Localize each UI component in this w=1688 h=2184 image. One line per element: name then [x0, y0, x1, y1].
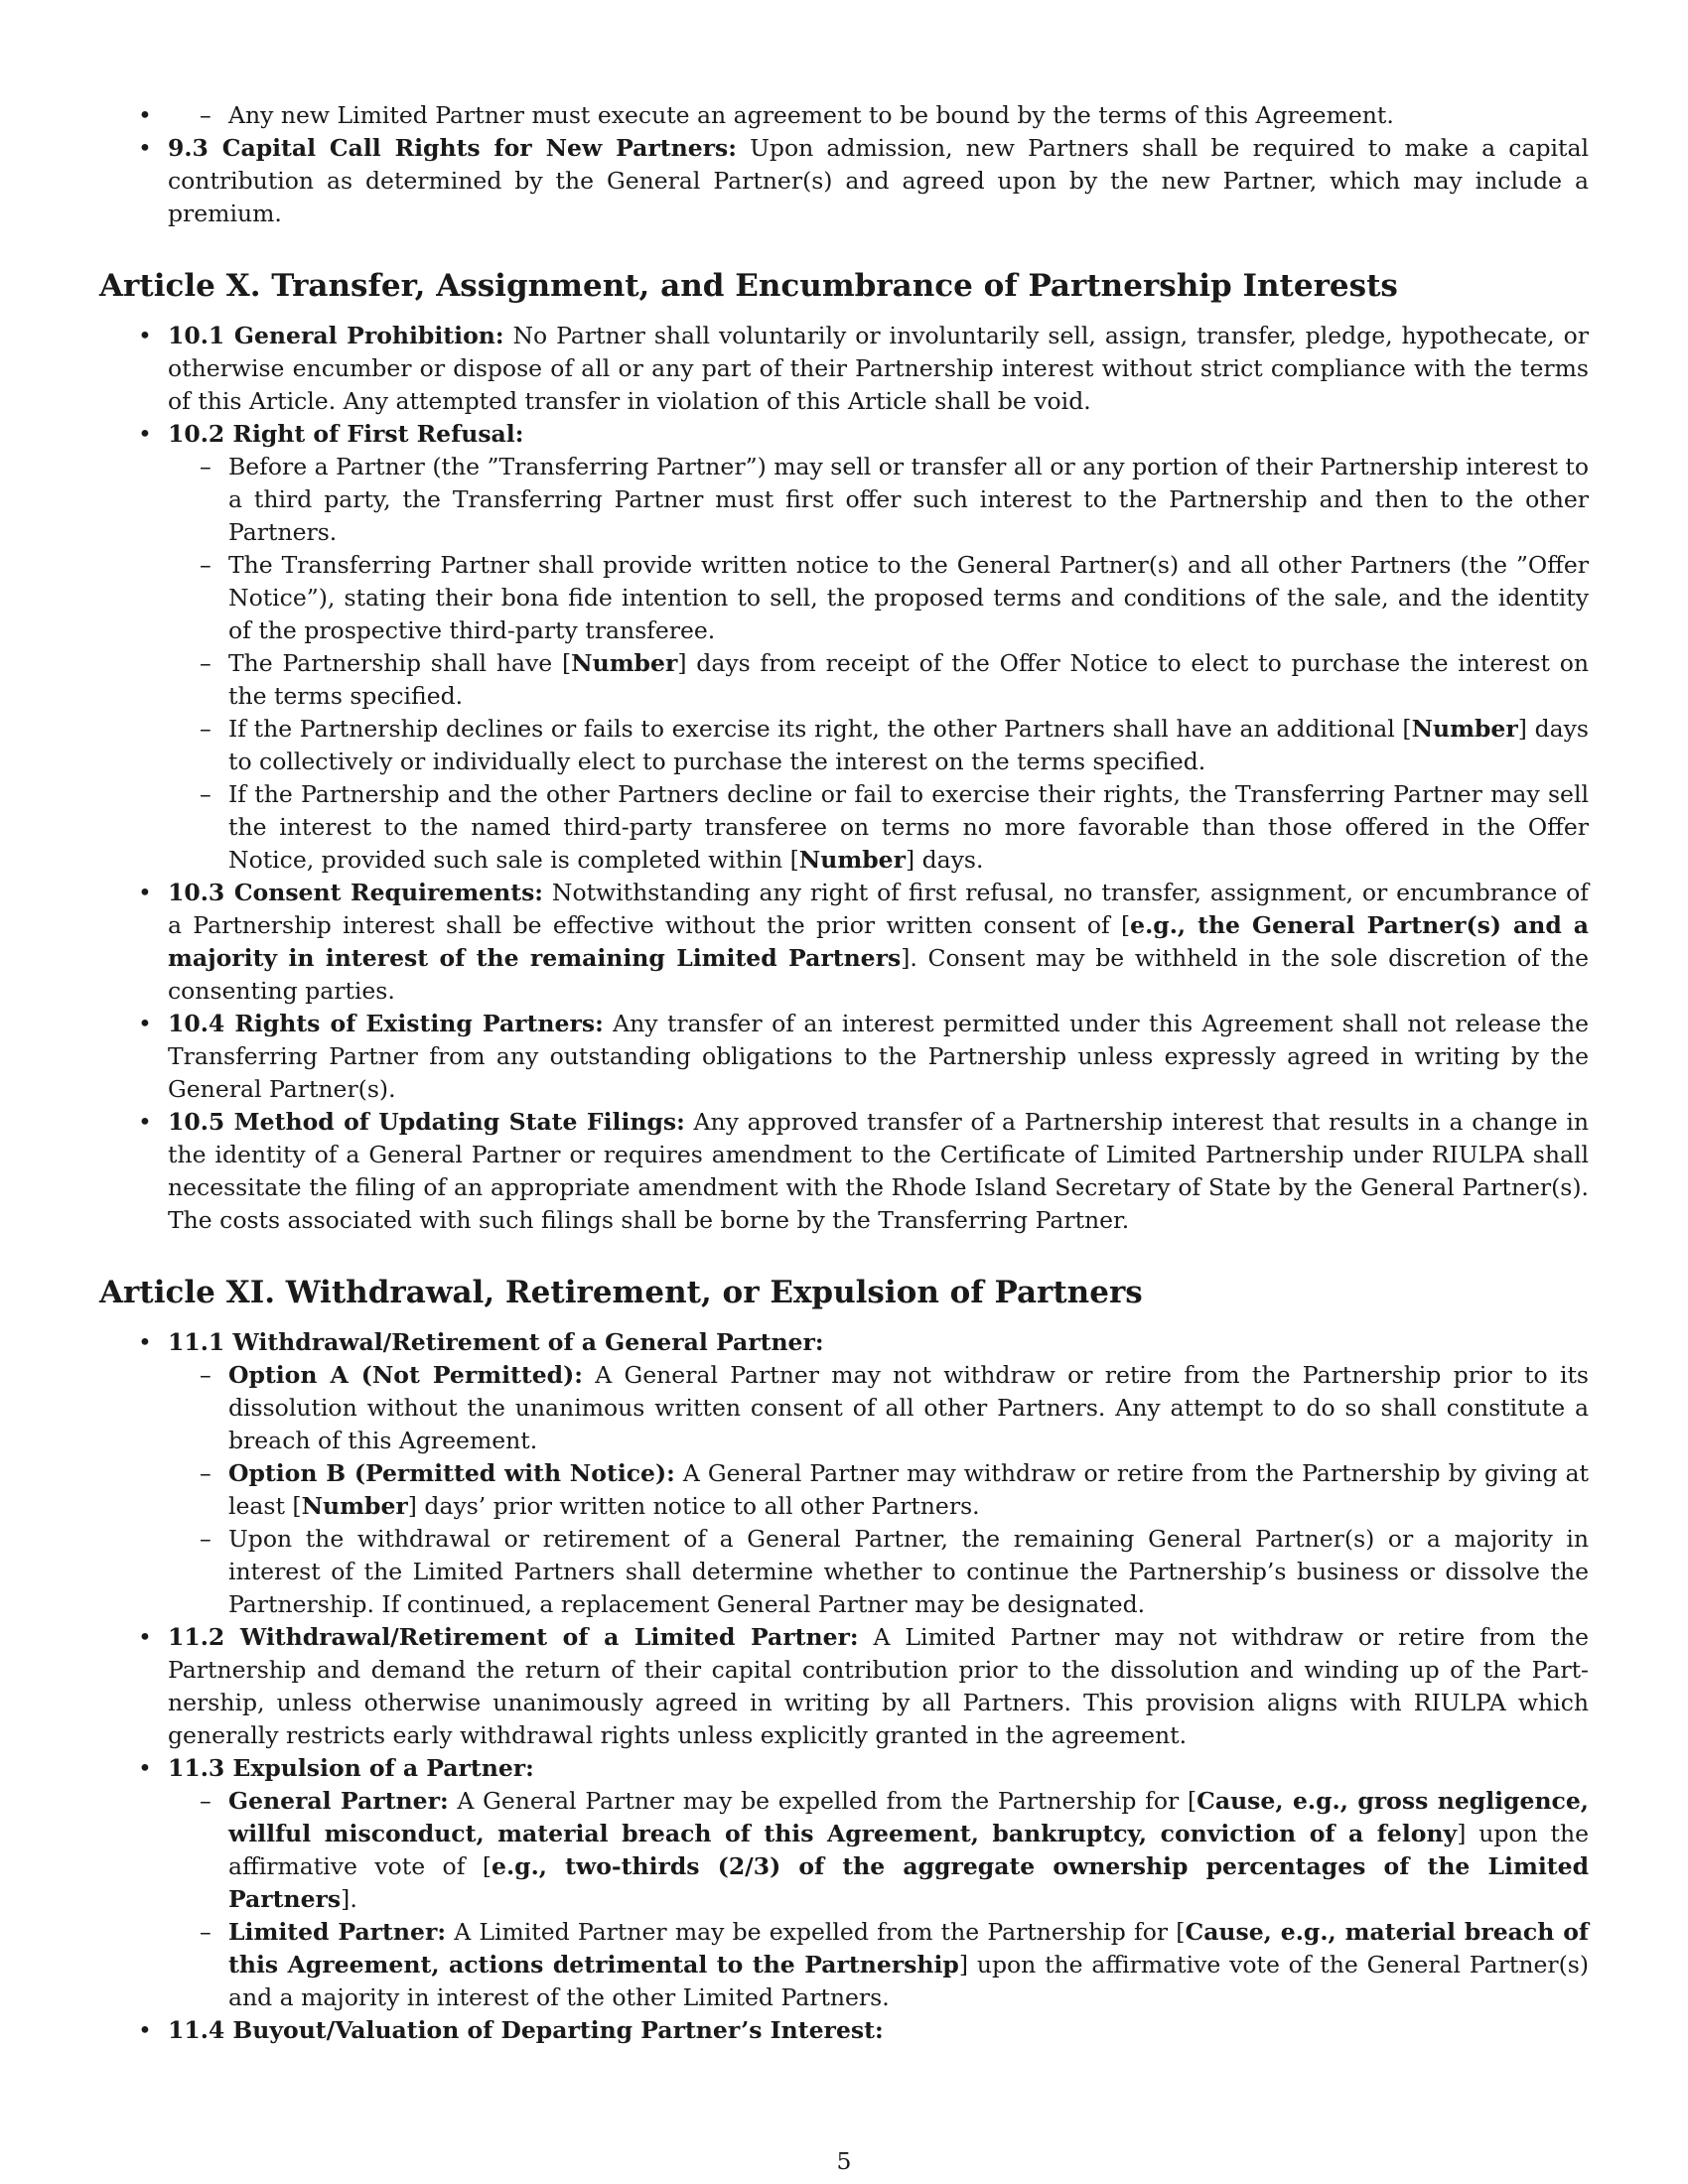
placeholder-cause: Cause, e.g., gross negligence, willful misconduct, material breach of this Agreement, bankruptcy, conviction of a felony — [228, 1787, 1589, 1847]
section-label: 10.1 General Prohibition: — [168, 322, 504, 349]
placeholder-number: Number — [301, 1492, 408, 1520]
section-label: 11.1 Withdrawal/Retirement of a General Partner: — [168, 1328, 824, 1356]
item-text: ]. — [341, 1885, 357, 1913]
article-10-heading: Article X. Transfer, Assignment, and Encumbrance of Partnership Interests — [99, 268, 1398, 304]
sub-item-option-a — [228, 1359, 1589, 1457]
sub-list — [168, 451, 1589, 877]
placeholder-consent: e.g., the General Partner(s) and a majority in interest of the remaining Limited Partners — [168, 911, 1589, 972]
placeholder-number: Number — [798, 846, 906, 874]
item-text: ] upon the affirmative vote of the General Partner(s) and a majority in interest of the other Limited Partners. — [228, 1951, 1589, 2011]
section-text: Any transfer of an interest permitted under this Agreement shall not release the Transferring Partner from any outstanding obligations to the Partnership unless expressly agreed in writing by the General Partner(s). — [168, 1010, 1589, 1103]
sub-item — [228, 549, 1589, 647]
document-page — [99, 99, 1589, 2047]
section-text: Any approved transfer of a Partnership interest that results in a change in the identity of a General Partner or requires amendment to the Certificate of Limited Partnership under RIULPA shall necessitate the filing of an appropriate amendment with the Rhode Island Secretary of State by the General Partner(s). The costs associated with such filings shall be borne by the Transferring Partner. — [168, 1108, 1589, 1234]
section-9-list — [99, 99, 1589, 230]
option-label: Limited Partner: — [228, 1918, 446, 1946]
option-label: Option B (Permitted with Notice): — [228, 1459, 675, 1487]
item-text: The Transferring Partner shall provide written notice to the General Partner(s) and all other Partners (the ”Offer Notice”), stating their bona fide intention to sell, the proposed terms and conditions of the sale, and the identity of the prospective third-party transferee. — [228, 551, 1589, 644]
item-text: A General Partner may withdraw or retire from the Partnership by giving at least [ — [228, 1459, 1590, 1520]
section-10-3 — [168, 877, 1589, 1008]
item-text: A Limited Partner may be expelled from the Partnership for [ — [446, 1918, 1186, 1946]
section-10-2 — [168, 418, 1589, 877]
section-10-1 — [168, 320, 1589, 418]
section-label: 10.4 Rights of Existing Partners: — [168, 1010, 604, 1037]
item-text: Before a Partner (the ”Transferring Partner”) may sell or transfer all or any portion of their Partnership interest to a third party, the Transferring Partner must first offer such interest to the Partnership and then to the other Partners. — [228, 453, 1589, 546]
sub-item — [228, 713, 1589, 778]
sub-item-9-2-last — [228, 99, 1589, 132]
option-label: Option A (Not Permitted): — [228, 1361, 583, 1389]
section-11-4 — [168, 2014, 1589, 2047]
section-11-1 — [168, 1326, 1589, 1621]
section-11-2 — [168, 1621, 1589, 1752]
item-text: Any new Limited Partner must execute an agreement to be bound by the terms of this Agreement. — [228, 101, 1394, 129]
article-11-list — [99, 1326, 1589, 2047]
section-label: 10.5 Method of Updating State Filings: — [168, 1108, 685, 1136]
sub-item — [228, 647, 1589, 713]
section-label: 10.2 Right of First Refusal: — [168, 420, 524, 448]
sub-item — [228, 778, 1589, 877]
placeholder-vote: e.g., two-thirds (2/3) of the aggregate ownership percentages of the Limited Partners — [228, 1852, 1590, 1913]
sub-list — [168, 1359, 1589, 1621]
section-text: Notwithstanding any right of first refusal, no transfer, assignment, or encumbrance of a Partnership interest shall be effective without the prior written consent of [ — [168, 879, 1589, 939]
section-text: ]. Consent may be withheld in the sole discretion of the consenting parties. — [168, 944, 1589, 1005]
item-text: ] days to collectively or individually elect to purchase the interest on the terms specified. — [228, 715, 1589, 775]
sub-item-limited-partner — [228, 1916, 1589, 2014]
section-11-3 — [168, 1752, 1589, 2014]
list-item — [168, 99, 1589, 132]
section-10-5 — [168, 1106, 1589, 1237]
placeholder-number: Number — [571, 649, 678, 677]
section-text: A Limited Partner may not withdraw or retire from the Partnership and demand the return of their capital contribution prior to the dissolution and winding up of the Part-nership, unless otherwise unanimously agreed in writing by all Partners. This provision aligns with RIULPA which generally restricts early withdrawal rights unless explicitly granted in the agreement. — [168, 1623, 1589, 1749]
section-label: 11.4 Buyout/Valuation of Departing Partner’s Interest: — [168, 2016, 884, 2044]
section-text: Upon admission, new Partners shall be required to make a capital contribution as determined by the General Partner(s) and agreed upon by the new Partner, which may include a premium. — [168, 134, 1589, 227]
item-text: A General Partner may be expelled from the Partnership for [ — [448, 1787, 1197, 1815]
placeholder-cause: Cause, e.g., material breach of this Agreement, actions detrimental to the Partnership — [228, 1918, 1589, 1979]
option-label: General Partner: — [228, 1787, 449, 1815]
item-text: If the Partnership declines or fails to exercise its right, the other Partners shall have an additional [ — [228, 715, 1412, 743]
section-text: No Partner shall voluntarily or involuntarily sell, assign, transfer, pledge, hypothecate, or otherwise encumber or dispose of all or any part of their Partnership interest without strict compliance with the terms of this Article. Any attempted transfer in violation of this Article shall be void. — [168, 322, 1589, 415]
item-text: Upon the withdrawal or retirement of a General Partner, the remaining General Partner(s) or a majority in interest of the Limited Partners shall determine whether to continue the Partnership’s business or dissolve the Partnership. If continued, a replacement General Partner may be designated. — [228, 1525, 1589, 1618]
section-label: 9.3 Capital Call Rights for New Partners: — [168, 134, 737, 162]
section-9-3 — [168, 132, 1589, 230]
sub-list — [168, 1785, 1589, 2014]
item-text: If the Partnership and the other Partners decline or fail to exercise their rights, the Transferring Partner may sell the interest to the named third-party transferee on terms no more favorable than those offered in the Offer Notice, provided such sale is completed within [ — [228, 780, 1589, 874]
page-number: 5 — [836, 2147, 852, 2175]
item-text: ] days from receipt of the Offer Notice to elect to purchase the interest on the terms specified. — [228, 649, 1590, 710]
section-10-4 — [168, 1008, 1589, 1106]
sub-item — [228, 451, 1589, 549]
placeholder-number: Number — [1411, 715, 1518, 743]
sub-item-general-partner — [228, 1785, 1589, 1916]
item-text: The Partnership shall have [ — [228, 649, 572, 677]
sub-item — [228, 1523, 1589, 1621]
sub-list — [168, 99, 1589, 132]
section-label: 10.3 Consent Requirements: — [168, 879, 543, 906]
item-text: A General Partner may not withdraw or retire from the Partnership prior to its dissolution without the unanimous written consent of all other Partners. Any attempt to do so shall constitute a breach of this Agreement. — [228, 1361, 1589, 1454]
item-text: ] days’ prior written notice to all other Partners. — [407, 1492, 980, 1520]
item-text: ] days. — [905, 846, 984, 874]
article-11-heading: Article XI. Withdrawal, Retirement, or Expulsion of Partners — [99, 1275, 1143, 1310]
sub-item-option-b — [228, 1457, 1589, 1523]
article-10-list — [99, 320, 1589, 1237]
item-text: ] upon the affirmative vote of [ — [228, 1820, 1589, 1880]
section-label: 11.3 Expulsion of a Partner: — [168, 1754, 534, 1782]
section-label: 11.2 Withdrawal/Retirement of a Limited Partner: — [168, 1623, 859, 1651]
